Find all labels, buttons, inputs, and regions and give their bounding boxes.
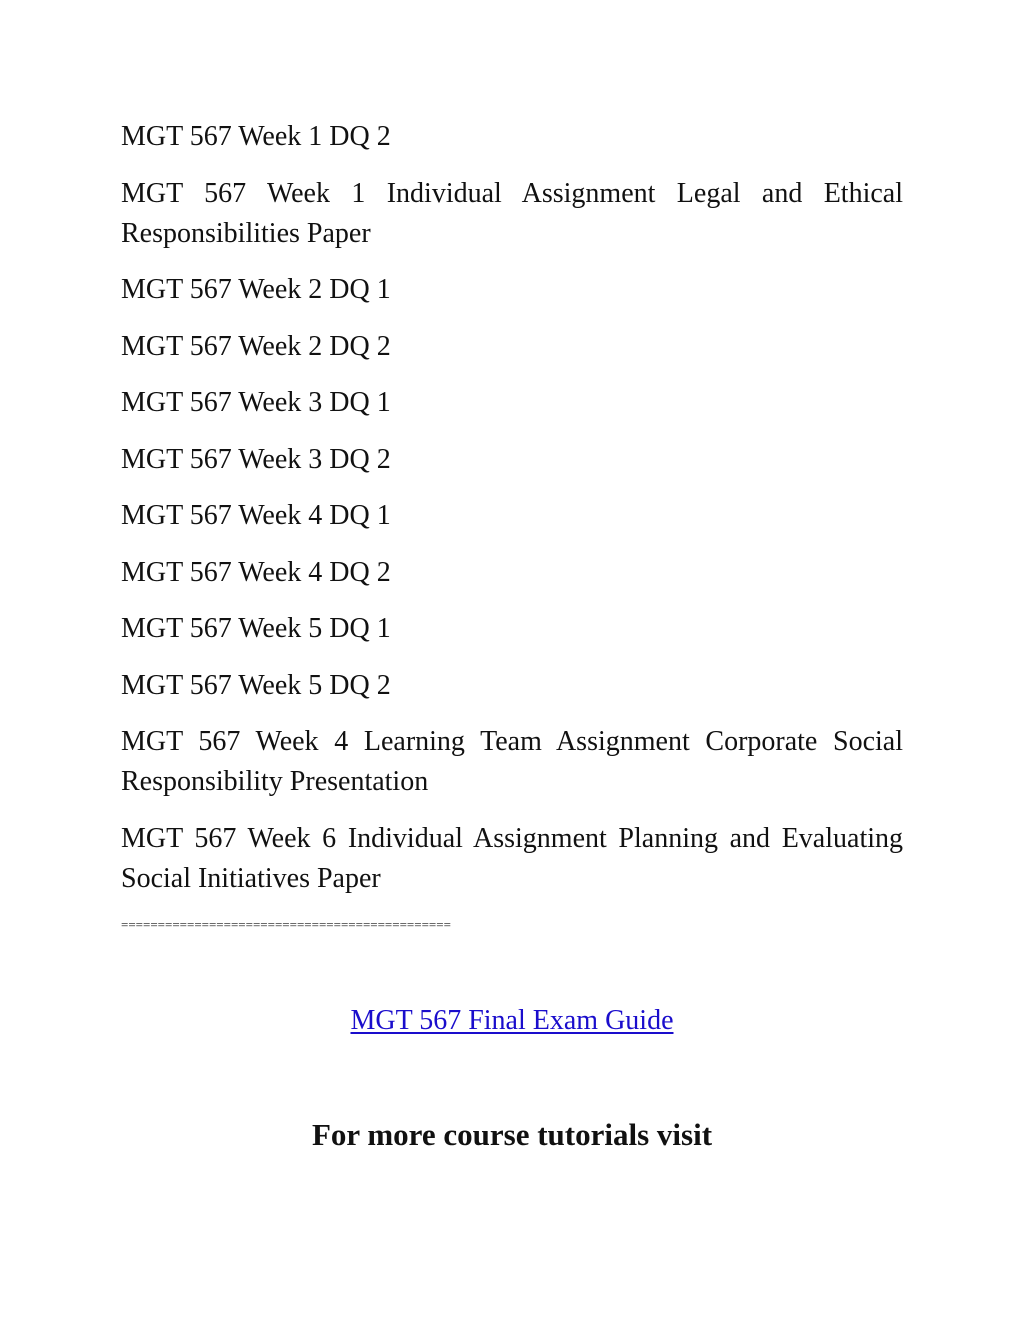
list-item: MGT 567 Week 5 DQ 1	[121, 613, 391, 644]
list-item: MGT 567 Week 5 DQ 2	[121, 669, 391, 701]
list-item: MGT 567 Week 4 DQ 1	[121, 500, 391, 531]
separator-line: =============================================	[121, 916, 451, 932]
final-exam-guide-link-container	[0, 1001, 1024, 1041]
list-item: MGT 567 Week 2 DQ 2	[121, 330, 391, 362]
list-item: MGT 567 Week 1 Individual Assignment Legal and Ethical Responsibilities Paper	[121, 177, 903, 249]
final-exam-guide-link[interactable]: MGT 567 Final Exam Guide	[350, 1005, 674, 1036]
list-item: MGT 567 Week 4 Learning Team Assignment Corporate Social Responsibility Presentation	[121, 726, 903, 797]
assignment-list	[121, 117, 903, 933]
list-item: MGT 567 Week 2 DQ 1	[121, 274, 391, 305]
list-item: MGT 567 Week 6 Individual Assignment Planning and Evaluating Social Initiatives Paper	[121, 822, 903, 894]
list-item: MGT 567 Week 3 DQ 2	[121, 443, 391, 475]
list-item: MGT 567 Week 3 DQ 1	[121, 387, 391, 418]
course-tutorials-visit-text: For more course tutorials visit	[311, 1117, 713, 1152]
list-item: MGT 567 Week 4 DQ 2	[121, 556, 391, 588]
list-item: MGT 567 Week 1 DQ 2	[121, 121, 391, 152]
